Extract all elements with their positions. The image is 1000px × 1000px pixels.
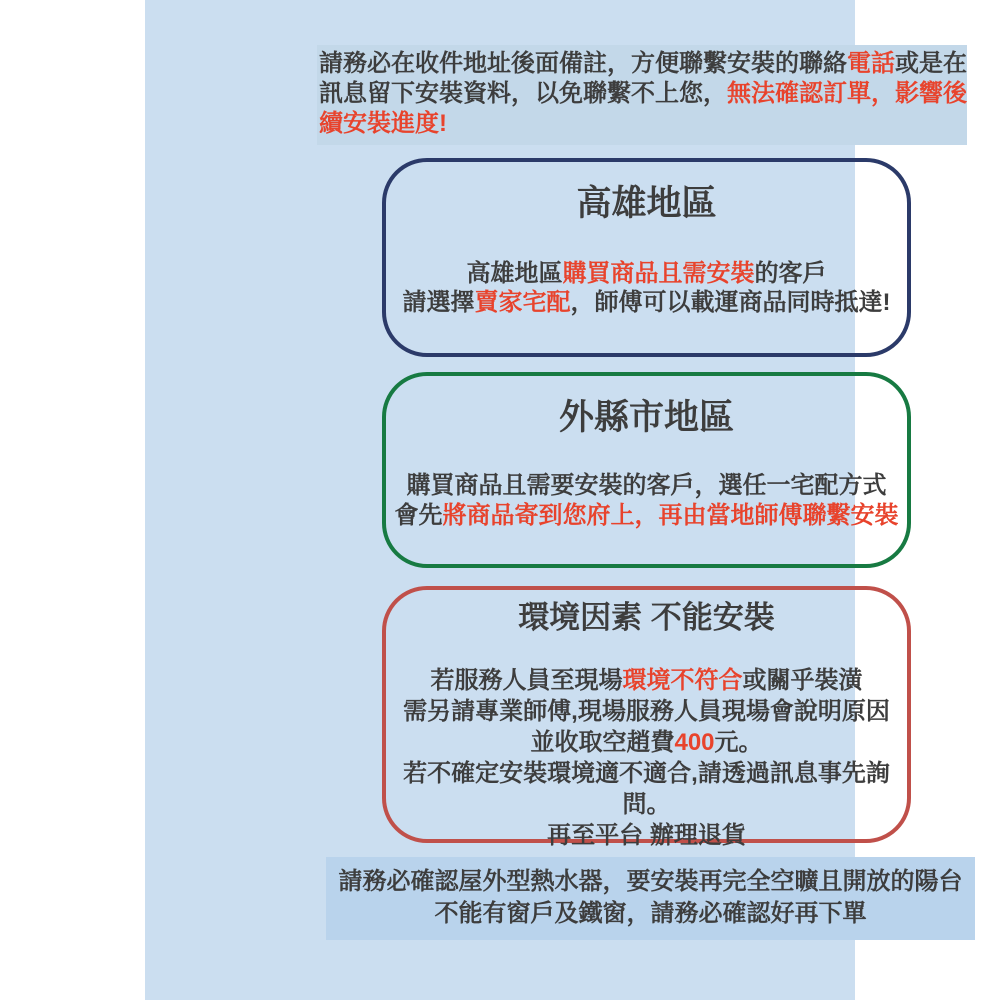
environment-body-line-3 xyxy=(386,727,907,758)
other-counties-body xyxy=(386,471,907,531)
top-notice-line-1 xyxy=(319,49,967,79)
text-segment-dark: 高雄地區 xyxy=(466,260,563,287)
other-counties-body-line-1 xyxy=(386,471,907,501)
bottom-notice-line-2: 不能有窗戶及鐵窗，請務必確認好再下單 xyxy=(434,900,867,927)
kaohsiung-area-box xyxy=(382,158,911,357)
text-segment-dark: 或關乎裝潢 xyxy=(742,667,863,694)
text-segment-dark: 請選擇 xyxy=(402,289,475,316)
top-notice xyxy=(317,45,967,145)
text-segment-dark: 購買商品且需要安裝的客戶，選任一宅配方式 xyxy=(406,472,887,499)
text-segment-dark: 會先 xyxy=(394,502,443,529)
kaohsiung-body-line-1 xyxy=(386,259,907,288)
environment-body-line-5 xyxy=(386,820,907,851)
environment-body-line-2 xyxy=(386,696,907,727)
text-segment-dark: 或是在 xyxy=(895,50,967,77)
top-notice-line-3 xyxy=(319,109,967,139)
other-counties-title: 外縣市地區 xyxy=(558,398,734,437)
text-segment-red: 環境不符合 xyxy=(622,667,743,694)
text-segment-dark: 的客戶 xyxy=(754,260,827,287)
text-segment-dark: 請務必在收件地址後面備註，方便聯繫安裝的聯絡 xyxy=(319,50,847,77)
bottom-notice-line-1: 請務必確認屋外型熱水器，要安裝再完全空曠且開放的陽台 xyxy=(338,868,963,895)
text-segment-red: 無法確認訂單，影響後 xyxy=(727,80,967,107)
text-segment-dark: 需另請專業師傅,現場服務人員現場會說明原因 xyxy=(403,698,890,725)
kaohsiung-body-line-2 xyxy=(386,288,907,317)
text-segment-dark: 元。 xyxy=(714,729,763,756)
environment-body-line-1 xyxy=(386,665,907,696)
other-counties-box xyxy=(382,372,911,568)
text-segment-red: 購買商品且需安裝 xyxy=(562,260,755,287)
top-notice-line-2 xyxy=(319,79,967,109)
text-segment-red: 電話 xyxy=(847,50,895,77)
text-segment-dark: ，師傅可以載運商品同時抵達! xyxy=(570,289,891,316)
environment-title: 環境因素 不能安裝 xyxy=(518,600,775,635)
text-segment-dark: 訊息留下安裝資料，以免聯繫不上您， xyxy=(319,80,727,107)
kaohsiung-area-body xyxy=(386,259,907,317)
text-segment-red: 將商品寄到您府上，再由當地師傅聯繫安裝 xyxy=(442,502,899,529)
kaohsiung-area-title: 高雄地區 xyxy=(576,184,717,223)
text-segment-red: 賣家宅配 xyxy=(474,289,571,316)
text-segment-dark: 再至平台 辦理退貨 xyxy=(547,822,746,849)
text-segment-dark: 若服務人員至現場 xyxy=(430,667,623,694)
environment-body xyxy=(386,665,907,851)
environment-box xyxy=(382,586,911,849)
text-segment-red: 400 xyxy=(674,729,715,756)
text-segment-dark: 並收取空趙費 xyxy=(530,729,675,756)
text-segment-red: 續安裝進度! xyxy=(319,110,447,137)
text-segment-dark: 若不確定安裝環境適不適合,請透過訊息事先詢問。 xyxy=(403,760,890,818)
environment-body-line-4 xyxy=(386,758,907,820)
page-background xyxy=(145,0,967,1000)
other-counties-body-line-2 xyxy=(386,501,907,531)
bottom-notice xyxy=(326,857,975,940)
